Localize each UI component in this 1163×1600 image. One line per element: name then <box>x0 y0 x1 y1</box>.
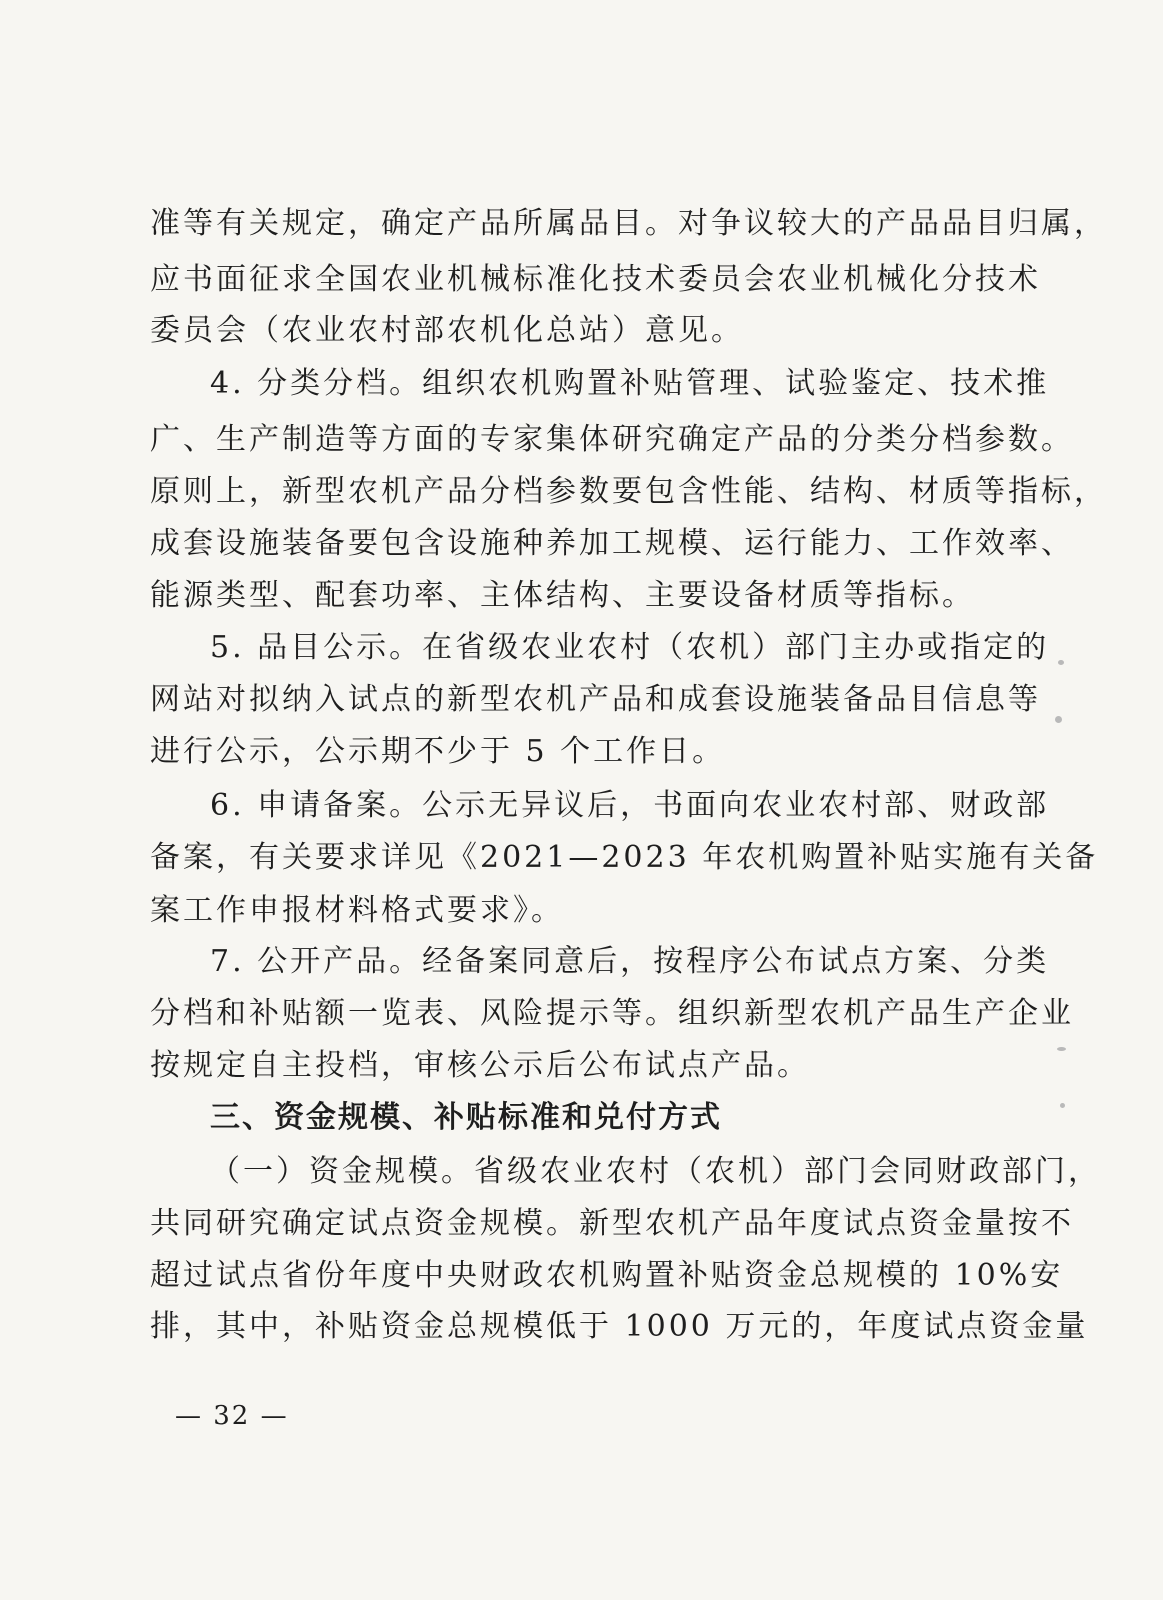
text-line: 分档和补贴额一览表、风险提示等。组织新型农机产品生产企业 <box>150 996 1074 1031</box>
text-line: （一）资金规模。省级农业农村（农机）部门会同财政部门， <box>210 1154 1101 1189</box>
text-line: 按规定自主投档，审核公示后公布试点产品。 <box>150 1048 810 1083</box>
section-heading: 三、资金规模、补贴标准和兑付方式 <box>210 1100 722 1135</box>
text-line: 进行公示，公示期不少于 5 个工作日。 <box>150 734 726 769</box>
text-line: 网站对拟纳入试点的新型农机产品和成套设施装备品目信息等 <box>150 682 1041 717</box>
text-line: 应书面征求全国农业机械标准化技术委员会农业机械化分技术 <box>150 262 1041 297</box>
text-line: 5. 品目公示。在省级农业农村（农机）部门主办或指定的 <box>210 630 1050 665</box>
text-line: 备案，有关要求详见《2021—2023 年农机购置补贴实施有关备 <box>150 840 1099 875</box>
scan-speck <box>1058 660 1064 665</box>
text-line: 7. 公开产品。经备案同意后，按程序公布试点方案、分类 <box>210 944 1050 979</box>
text-line: 案工作申报材料格式要求》。 <box>150 893 564 928</box>
scan-speck <box>1055 716 1062 723</box>
text-line: 广、生产制造等方面的专家集体研究确定产品的分类分档参数。 <box>150 422 1074 457</box>
text-line: 超过试点省份年度中央财政农机购置补贴资金总规模的 10%安 <box>150 1258 1064 1293</box>
page-number: — 32 — <box>175 1401 289 1431</box>
scan-speck <box>1060 1103 1065 1108</box>
text-line: 能源类型、配套功率、主体结构、主要设备材质等指标。 <box>150 578 975 613</box>
text-line: 6. 申请备案。公示无异议后，书面向农业农村部、财政部 <box>210 788 1050 823</box>
text-line: 排，其中，补贴资金总规模低于 1000 万元的，年度试点资金量 <box>150 1309 1089 1344</box>
text-line: 4. 分类分档。组织农机购置补贴管理、试验鉴定、技术推 <box>210 366 1050 401</box>
text-line: 准等有关规定，确定产品所属品目。对争议较大的产品品目归属， <box>150 206 1107 241</box>
text-line: 成套设施装备要包含设施种养加工规模、运行能力、工作效率、 <box>150 526 1074 561</box>
scan-speck <box>1057 1047 1066 1051</box>
text-line: 原则上，新型农机产品分档参数要包含性能、结构、材质等指标， <box>150 474 1107 509</box>
text-line: 共同研究确定试点资金规模。新型农机产品年度试点资金量按不 <box>150 1206 1074 1241</box>
text-line: 委员会（农业农村部农机化总站）意见。 <box>150 313 744 348</box>
